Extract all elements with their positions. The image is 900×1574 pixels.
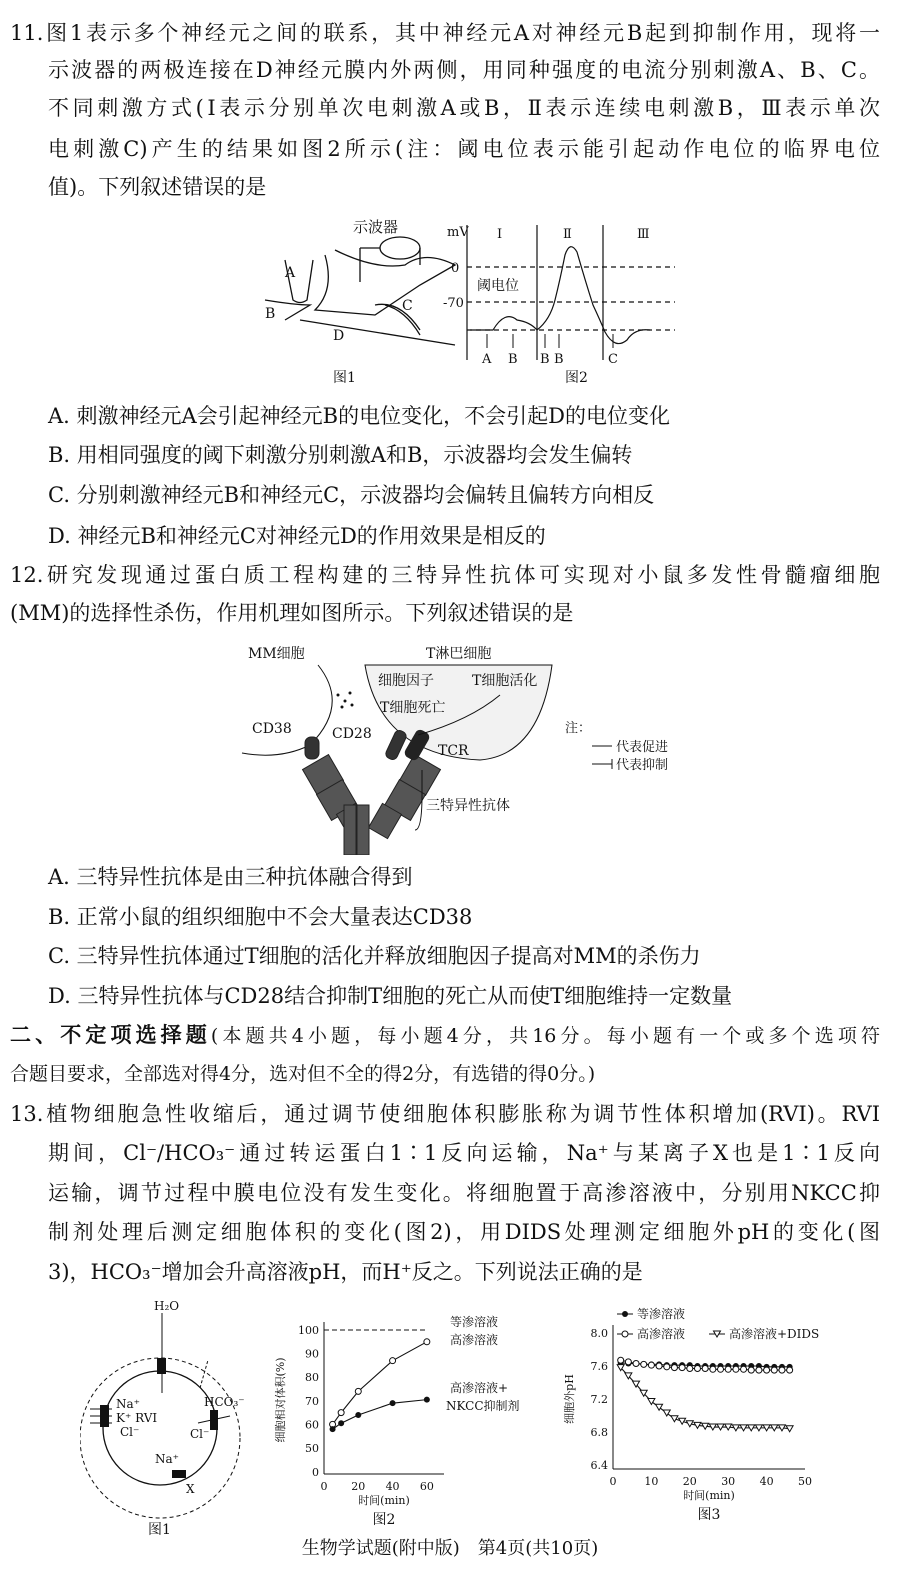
x-tick-label: 50 [798, 1475, 812, 1488]
threshold-label: 阈电位 [477, 278, 519, 294]
series-line [333, 1342, 427, 1425]
legend-label: 高渗溶液 [450, 1333, 499, 1347]
q11-line: 不同刺激方式(Ⅰ表示分别单次电刺激A或B，Ⅱ表示连续电刺激B，Ⅲ表示单次 [48, 96, 880, 120]
data-point [618, 1357, 624, 1363]
arrow-c-label: C [608, 352, 618, 367]
x-tick-label: 0 [320, 1480, 328, 1493]
arrow-b-label: B [508, 352, 518, 367]
q13-line: 运输，调节过程中膜电位没有发生变化。将细胞置于高渗溶液中，分别用NKCC抑 [48, 1181, 880, 1205]
q11-option-d: D. 神经元B和神经元C对神经元D的作用效果是相反的 [48, 524, 546, 548]
q12-option-a: A. 三特异性抗体是由三种抗体融合得到 [48, 865, 413, 889]
q12-option-c: C. 三特异性抗体通过T细胞的活化并释放细胞因子提高对MM的杀伤力 [48, 944, 701, 968]
x-label: X [186, 1482, 195, 1496]
data-point [733, 1366, 739, 1372]
data-point [702, 1365, 708, 1371]
y-axis-label: 细胞外pH [563, 1374, 576, 1424]
y-tick-label: 0 [312, 1466, 319, 1479]
q12-line: 12.研究发现通过蛋白质工程构建的三特异性抗体可实现对小鼠多发性骨髓瘤细胞 [10, 563, 880, 587]
antibody-figure [230, 635, 700, 855]
x-axis-label: 时间(min) [683, 1489, 735, 1502]
t-death-label: T细胞死亡 [380, 700, 446, 716]
q13-line: 3)，HCO₃⁻增加会升高溶液pH，而H⁺反之。下列说法正确的是 [48, 1260, 643, 1284]
data-point [355, 1412, 361, 1418]
cl-label-right: Cl⁻ [190, 1427, 210, 1441]
q12-option-b: B. 正常小鼠的组织细胞中不会大量表达CD38 [48, 905, 473, 929]
fig1-caption: 图1 [333, 370, 356, 386]
arrow-b-label: B [540, 352, 550, 367]
q13-line: 13.植物细胞急性收缩后，通过调节使细胞体积膨胀称为调节性体积增加(RVI)。RVI [10, 1102, 880, 1126]
x-tick-label: 20 [351, 1480, 366, 1493]
y-tick-label: 90 [305, 1347, 319, 1361]
neuron-d-label: D [333, 328, 345, 344]
legend-marker [622, 1331, 628, 1337]
legend-label: NKCC抑制剂 [446, 1399, 520, 1413]
data-point [671, 1365, 677, 1371]
y-tick-label: 8.0 [590, 1327, 608, 1340]
h2o-label: H₂O [154, 1299, 180, 1313]
x-axis-label: 时间(min) [358, 1494, 410, 1507]
q12-line: (MM)的选择性杀伤，作用机理如图所示。下列叙述错误的是 [10, 601, 574, 625]
x-tick-label: 40 [759, 1475, 774, 1488]
x-tick-label: 30 [721, 1475, 736, 1488]
y-tick-label: 50 [305, 1442, 319, 1455]
data-point [648, 1362, 654, 1368]
chart-caption: 图2 [372, 1512, 396, 1528]
y-tick-label: 100 [298, 1324, 319, 1337]
phase-ii-label: Ⅱ [563, 227, 572, 242]
data-point [741, 1366, 747, 1372]
x-tick-label: 0 [609, 1475, 617, 1488]
q11-option-a: A. 刺激神经元A会引起神经元B的电位变化，不会引起D的电位变化 [48, 404, 670, 428]
data-point [625, 1359, 631, 1365]
y-tick-label: 6.8 [590, 1426, 608, 1439]
mm-cell-label: MM细胞 [248, 646, 305, 662]
data-point [338, 1420, 344, 1426]
series-line [621, 1368, 790, 1429]
y-tick-label: 6.4 [590, 1459, 608, 1472]
data-point [390, 1358, 396, 1364]
data-point [748, 1367, 754, 1373]
neuron-a-label: A [285, 265, 296, 281]
legend-label: 高渗溶液 [637, 1327, 686, 1341]
q11-line: 11.图1表示多个神经元之间的联系，其中神经元A对神经元B起到抑制作用，现将一 [10, 21, 880, 45]
chart-caption: 图3 [697, 1507, 721, 1523]
na-label-bottom: Na⁺ [155, 1452, 179, 1466]
data-point [424, 1397, 430, 1403]
data-point [756, 1367, 762, 1373]
y-tick-label: 70 [305, 1394, 319, 1408]
data-point [787, 1367, 793, 1373]
k-rvi-label: K⁺ RVI [116, 1411, 158, 1425]
phase-i-label: Ⅰ [497, 227, 503, 242]
y-tick-label: 60 [305, 1418, 319, 1432]
y-tick-label: 7.2 [590, 1393, 608, 1406]
x-tick-label: 60 [419, 1480, 434, 1493]
q13-line: 制剂处理后测定细胞体积的变化(图2)，用DIDS处理测定细胞外pH的变化(图 [48, 1220, 880, 1244]
data-point [390, 1400, 396, 1406]
data-point [424, 1339, 430, 1345]
legend-label: 高渗溶液+ [450, 1381, 509, 1395]
arrow-a-label: A [482, 352, 492, 367]
data-point [694, 1365, 700, 1371]
page-footer: 生物学试题(附中版) 第4页(共10页) [301, 1538, 599, 1559]
legend-label: 高渗溶液+DIDS [729, 1327, 820, 1341]
q13-line: 期间，Cl⁻/HCO₃⁻通过转运蛋白1∶1反向运输，Na⁺与某离子X也是1∶1反向 [48, 1141, 880, 1165]
neuron-b-label: B [265, 306, 276, 322]
neuron-c-label: C [402, 298, 413, 314]
q11-line: 值)。下列叙述错误的是 [48, 175, 267, 199]
q11-option-b: B. 用相同强度的阈下刺激分别刺激A和B，示波器均会发生偏转 [48, 443, 633, 467]
data-point [771, 1367, 777, 1373]
legend-label: 等渗溶液 [637, 1307, 686, 1321]
phase-iii-label: Ⅲ [637, 227, 650, 242]
q11-line: 示波器的两极连接在D神经元膜内外两侧，用同种强度的电流分别刺激A、B、C。 [48, 58, 880, 82]
section-title: 二、不定项选择题 [10, 1022, 211, 1047]
fig2-caption: 图2 [565, 370, 588, 386]
neg70-label: -70 [443, 296, 464, 311]
section-instructions: (本题共4小题，每小题4分，共16分。每小题有一个或多个选项符 [210, 1025, 880, 1047]
promote-legend: 代表促进 [616, 740, 669, 755]
na-label: Na⁺ [116, 1397, 140, 1411]
data-point [710, 1366, 716, 1372]
mv-label: mV [447, 225, 469, 240]
q11-line: 电刺激C)产生的结果如图2所示(注：阈电位表示能引起动作电位的临界电位 [48, 137, 880, 161]
volume-chart [272, 1300, 542, 1540]
data-point [764, 1367, 770, 1373]
inhibit-legend: 代表抑制 [616, 758, 669, 773]
data-point [725, 1366, 731, 1372]
zero-label: 0 [451, 261, 460, 276]
data-point [355, 1388, 361, 1394]
y-tick-label: 7.6 [590, 1360, 608, 1373]
legend-marker [622, 1311, 628, 1317]
t-cell-label: T淋巴细胞 [426, 646, 492, 662]
y-axis-label: 细胞相对体积(%) [274, 1357, 287, 1443]
data-point [687, 1365, 693, 1371]
series-line [333, 1400, 427, 1430]
data-point [641, 1361, 647, 1367]
note-label: 注： [565, 721, 592, 736]
x-tick-label: 10 [644, 1475, 659, 1488]
data-point [671, 1416, 678, 1422]
x-tick-label: 20 [682, 1475, 697, 1488]
data-point [656, 1363, 662, 1369]
arrow-b-label: B [554, 352, 564, 367]
legend-label: 等渗溶液 [450, 1315, 499, 1329]
data-point [664, 1364, 670, 1370]
ph-chart [555, 1300, 895, 1540]
section-header [10, 1020, 880, 1051]
data-point [330, 1426, 336, 1432]
data-point [338, 1410, 344, 1416]
cd38-label: CD38 [252, 721, 292, 737]
section-instructions: 合题目要求，全部选对得4分，选对但不全的得2分，有选错的得0分。) [10, 1063, 596, 1085]
q11-figures [255, 210, 695, 390]
t-activation-label: T细胞活化 [472, 673, 538, 689]
data-point [779, 1367, 785, 1373]
cd28-label: CD28 [332, 726, 372, 742]
y-tick-label: 80 [305, 1371, 319, 1385]
tcr-label: TCR [438, 743, 469, 759]
q11-option-c: C. 分别刺激神经元B和神经元C，示波器均会偏转且偏转方向相反 [48, 483, 655, 507]
cl-label: Cl⁻ [120, 1425, 140, 1439]
antibody-label: 三特异性抗体 [426, 798, 510, 814]
data-point [633, 1361, 639, 1367]
data-point [718, 1366, 724, 1372]
fig1-caption: 图1 [148, 1522, 171, 1538]
cytokine-label: 细胞因子 [378, 673, 434, 689]
q12-option-d: D. 三特异性抗体与CD28结合抑制T细胞的死亡从而使T细胞维持一定数量 [48, 984, 733, 1008]
data-point [679, 1365, 685, 1371]
data-point [679, 1418, 686, 1424]
x-tick-label: 40 [385, 1480, 400, 1493]
oscilloscope-label: 示波器 [353, 218, 399, 236]
hco3-label: HCO₃⁻ [204, 1395, 245, 1409]
cell-diagram [80, 1298, 280, 1538]
